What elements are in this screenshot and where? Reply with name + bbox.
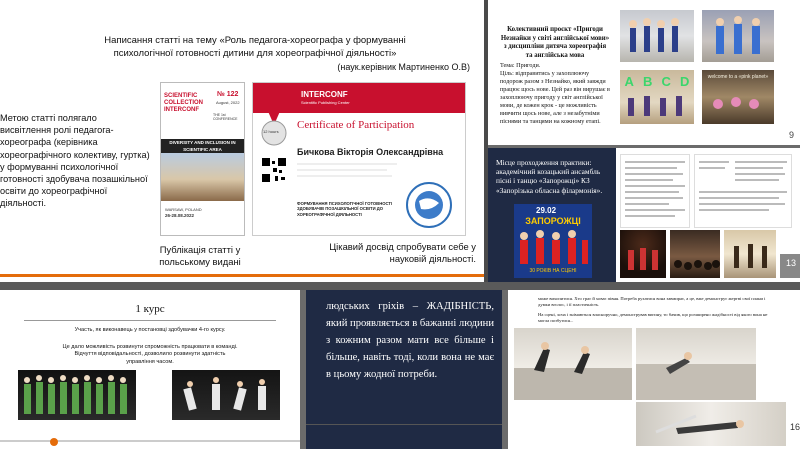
slide4-line1: Участь, як виконавець у постановці здобувачки 4-го курсу.	[74, 327, 226, 333]
magazine-cover	[160, 82, 245, 236]
grid-divider-horizontal	[0, 282, 800, 290]
practice-text: Місце проходження практики: академічний козацький ансамбль пісні і танцю «Запорожці» КЗ «Запорізька обласна філармонія».	[496, 158, 603, 195]
kids-photo-1	[620, 10, 694, 62]
magazine-conf: THE 1st CONFERENCE	[213, 113, 238, 121]
slide1-title: Написання статті на тему «Роль педагога-хореографа у формуванні психологічної готовності дитини для хореографічної діяльності»	[104, 35, 406, 59]
slide-dance-photos[interactable]	[508, 290, 800, 449]
magazine-banner: DIVERSITY AND INCLUSION IN SCIENTIFIC AREA	[161, 139, 244, 153]
letter-b: B	[643, 74, 653, 89]
magazine-dates: 26-28.08.2022	[165, 213, 195, 218]
slide4-line2: Це дало можливість розвинути спроможність працювати в команді. Відчуття відповідальності, дозволило розвинути здатність управління часом.	[62, 344, 238, 365]
page-number-13: 13	[786, 258, 797, 268]
performance-photo-2	[172, 370, 280, 420]
experience-caption: Цікавий досвід спробувати себе у науковій діяльності.	[329, 241, 476, 265]
slide5-bottom-line	[306, 424, 502, 425]
kids-photo-2	[702, 10, 774, 62]
certificate-topic: ФОРМУВАННЯ ПСИХОЛОГІЧНОЇ ГОТОВНОСТІ ЗДОБУВАЧІВ ПОЗАШКІЛЬНОЇ ОСВІТИ ДО ХОРЕОГРАФІЧНОЇ ДІЯЛЬНОСТІ	[297, 201, 393, 217]
page-number-16: 16	[790, 422, 800, 432]
performance-photo-1	[18, 370, 136, 420]
floor-photo-1	[514, 328, 632, 400]
poster-title: ЗАПОРОЖЦІ	[525, 216, 581, 226]
qr-code-icon	[261, 157, 287, 183]
magazine-city-photo	[161, 153, 244, 201]
grid-divider-vertical	[484, 0, 488, 282]
certificate	[252, 82, 466, 236]
slide-article-publication[interactable]	[0, 0, 484, 282]
slide4-indicator-icon	[50, 438, 58, 446]
slide-greed-text[interactable]	[306, 290, 502, 449]
certificate-title: Certificate of Participation	[297, 119, 415, 131]
slide6-text2: На сцені, хоча і знімаються власноручно, демонстрував вигину, то бачив, що розширено жадібності від якого вона не могла позбутися...	[538, 312, 768, 323]
project-title: Колективний проєкт «Пригоди Незнайки у світі англійської мови» з дисципліни дитяча хореографія та англійська мова	[500, 26, 610, 59]
stage-photo	[620, 230, 666, 278]
document-thumbnail-1	[620, 154, 690, 228]
hall-photo	[670, 230, 720, 278]
slide4-title: 1 курс	[135, 303, 165, 315]
greed-text: людських гріхів – ЖАДІБНІСТЬ, який проявляється в бажанні людини з кожним разом мати все більше і більше, навіть тоді, коли вона не має в цьому жодної потреби.	[326, 301, 494, 380]
letter-d: D	[680, 74, 690, 89]
slide-first-course[interactable]	[0, 290, 300, 449]
dancers-photo	[724, 230, 776, 278]
certificate-name: Бичкова Вікторія Олександрівна	[297, 147, 444, 157]
project-body: Тема: Пригоди. Ціль: відправитись у захоплюючу подорож разом з Незнайко, який завжди працює щось нове. Цей раз він вирушає в захоплюючу пригоду у світ англійської мови, де кожен крок - це можливість вивчити щось нове, але з незабутніми піснями та танцями на кожному етапі.	[500, 62, 610, 125]
letters-photo	[620, 70, 694, 124]
concert-poster	[514, 204, 592, 278]
poster-sub: 30 РОКІВ НА СЦЕНІ	[529, 268, 577, 274]
globe-seal-icon	[405, 181, 453, 229]
slide1-supervisor: (наук.керівник Мартиненко О.В)	[337, 62, 470, 72]
letter-c: C	[661, 74, 671, 89]
poster-date: 29.02	[536, 206, 557, 215]
magazine-city: WARSAW, POLAND	[165, 207, 202, 212]
slide4-bottom-bar	[0, 440, 300, 442]
pink-planet-caption: welcome to a «pink planet»	[707, 74, 769, 80]
magazine-number: № 122	[217, 91, 239, 98]
slide1-bottom-bar	[0, 274, 484, 277]
publication-caption: Публікація статті у польському видані	[159, 244, 241, 267]
letter-a: A	[624, 74, 634, 89]
slide6-text1: може вихопитися. Хто грає й ховає півня. Потреба рухатися вона завмирає, а це, вже демонструє жертві свої плани і думки вголос, і її пластичність.	[538, 296, 766, 307]
page-number-9: 9	[789, 130, 795, 140]
floor-photo-2	[636, 328, 756, 400]
slide-english-project[interactable]	[488, 0, 800, 145]
certificate-brand: INTERCONF	[301, 90, 348, 99]
certificate-hours: 12 hours	[263, 129, 279, 134]
slide-practice[interactable]	[488, 148, 800, 282]
floor-photo-3	[636, 402, 786, 446]
pink-planet-photo	[702, 70, 774, 124]
slide1-aim-text: Метою статті полягало висвітлення ролі педагога-хореографа (керівника хореографічного колективу, гуртка) у формуванні психологічної готовності здобувача позашкільної освіти до хореографічної діяльності.	[0, 113, 150, 209]
magazine-date: August, 2022	[216, 100, 240, 105]
certificate-sub: Scientific Publishing Center	[301, 100, 350, 105]
document-thumbnail-2	[694, 154, 792, 228]
magazine-brand: SCIENTIFIC COLLECTION INTERCONF	[164, 93, 203, 113]
